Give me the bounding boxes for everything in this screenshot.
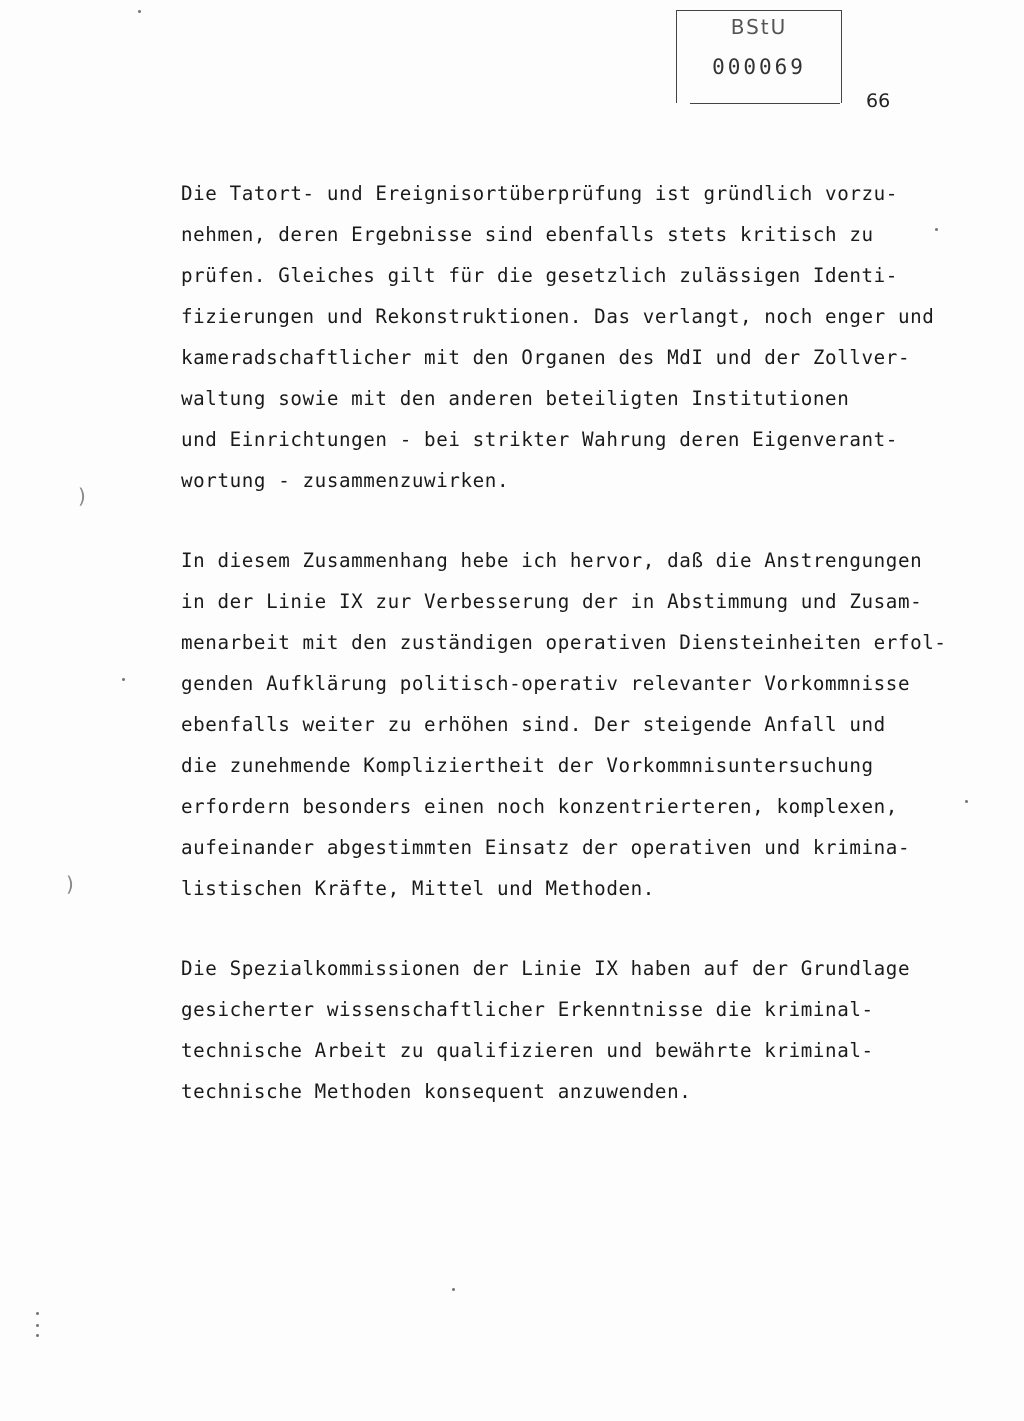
margin-mark: ) bbox=[66, 872, 74, 896]
text-line: fizierungen und Rekonstruktionen. Das verlangt, noch enger und bbox=[181, 305, 935, 328]
stamp-number: 000069 bbox=[712, 55, 806, 79]
text-line: nehmen, deren Ergebnisse sind ebenfalls stets kritisch zu bbox=[181, 223, 874, 246]
scan-speck bbox=[965, 800, 968, 803]
scan-speck bbox=[36, 1324, 39, 1327]
scan-speck bbox=[935, 228, 938, 231]
text-line: genden Aufklärung politisch-operativ relevanter Vorkommnisse bbox=[181, 672, 911, 695]
text-line: die zunehmende Kompliziertheit der Vorkommnisuntersuchung bbox=[181, 754, 874, 777]
paragraph-3 bbox=[181, 948, 981, 1112]
margin-mark: ) bbox=[78, 484, 86, 508]
paragraph-2 bbox=[181, 540, 981, 909]
paragraph-1 bbox=[181, 173, 981, 501]
text-line: kameradschaftlicher mit den Organen des MdI und der Zollver- bbox=[181, 346, 911, 369]
text-line: listischen Kräfte, Mittel und Methoden. bbox=[181, 877, 655, 900]
text-line: erfordern besonders einen noch konzentrierteren, komplexen, bbox=[181, 795, 898, 818]
text-line: prüfen. Gleiches gilt für die gesetzlich zulässigen Identi- bbox=[181, 264, 898, 287]
text-line: in der Linie IX zur Verbesserung der in Abstimmung und Zusam- bbox=[181, 590, 923, 613]
text-line: wortung - zusammenzuwirken. bbox=[181, 469, 510, 492]
archive-stamp bbox=[676, 10, 842, 103]
text-line: Die Tatort- und Ereignisortüberprüfung ist gründlich vorzu- bbox=[181, 182, 898, 205]
text-line: menarbeit mit den zuständigen operativen Diensteinheiten erfol- bbox=[181, 631, 947, 654]
scan-speck bbox=[36, 1312, 39, 1315]
text-line: ebenfalls weiter zu erhöhen sind. Der steigende Anfall und bbox=[181, 713, 886, 736]
text-line: Die Spezialkommissionen der Linie IX haben auf der Grundlage bbox=[181, 957, 911, 980]
text-line: gesicherter wissenschaftlicher Erkenntnisse die kriminal- bbox=[181, 998, 874, 1021]
text-line: aufeinander abgestimmten Einsatz der operativen und krimina- bbox=[181, 836, 911, 859]
scan-speck bbox=[36, 1334, 39, 1337]
stamp-underline bbox=[690, 103, 840, 104]
text-line: und Einrichtungen - bei strikter Wahrung deren Eigenverant- bbox=[181, 428, 898, 451]
text-line: technische Methoden konsequent anzuwenden. bbox=[181, 1080, 692, 1103]
page-number: 66 bbox=[866, 90, 891, 112]
text-line: technische Arbeit zu qualifizieren und bewährte kriminal- bbox=[181, 1039, 874, 1062]
scan-speck bbox=[138, 10, 141, 13]
text-line: waltung sowie mit den anderen beteiligten Institutionen bbox=[181, 387, 850, 410]
text-line: In diesem Zusammenhang hebe ich hervor, daß die Anstrengungen bbox=[181, 549, 923, 572]
scan-speck bbox=[452, 1288, 455, 1291]
stamp-title: BStU bbox=[730, 15, 788, 39]
scan-speck bbox=[122, 678, 125, 681]
